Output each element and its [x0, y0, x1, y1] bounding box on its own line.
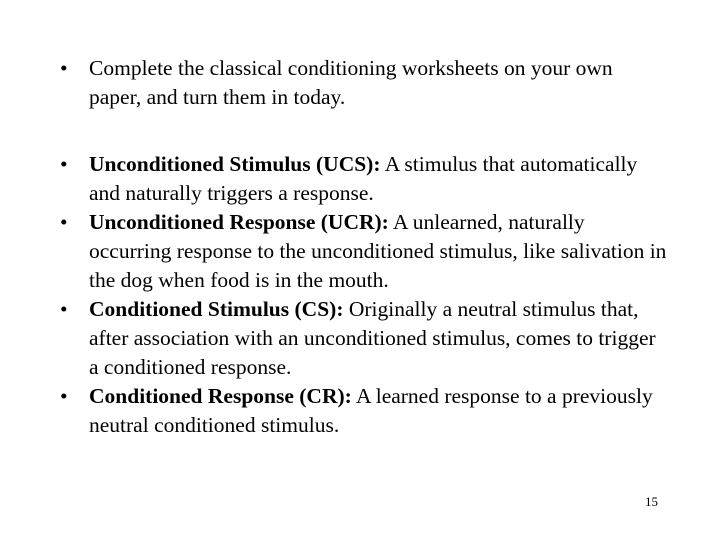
intro-text: Complete the classical conditioning worksheets on your own paper, and turn them in today. [89, 56, 613, 109]
intro-bullet [60, 54, 670, 112]
definition-term: Unconditioned Response (UCR): [89, 210, 389, 234]
definition-text: Originally a neutral stimulus that, after association with an unconditioned stimulus, comes to trigger a conditioned response. [89, 297, 656, 379]
definition-item-cr [60, 382, 670, 440]
bullet-icon: • [60, 384, 68, 408]
page-number: 15 [645, 494, 658, 509]
definition-text: A stimulus that automatically and naturally triggers a response. [89, 152, 638, 205]
definition-text: A learned response to a previously neutral conditioned stimulus. [89, 384, 653, 437]
definitions-list [60, 150, 670, 440]
bullet-icon: • [60, 210, 68, 234]
definition-item-ucr [60, 208, 670, 295]
definition-term: Conditioned Response (CR): [89, 384, 352, 408]
definition-item-ucs [60, 150, 670, 208]
bullet-icon: • [60, 56, 68, 80]
definition-term: Conditioned Stimulus (CS): [89, 297, 344, 321]
definition-term: Unconditioned Stimulus (UCS): [89, 152, 381, 176]
definition-text: A unlearned, naturally occurring response to the unconditioned stimulus, like salivation in the dog when food is in the mouth. [89, 210, 667, 292]
bullet-icon: • [60, 297, 68, 321]
intro-list [60, 54, 670, 112]
definition-item-cs [60, 295, 670, 382]
bullet-icon: • [60, 152, 68, 176]
